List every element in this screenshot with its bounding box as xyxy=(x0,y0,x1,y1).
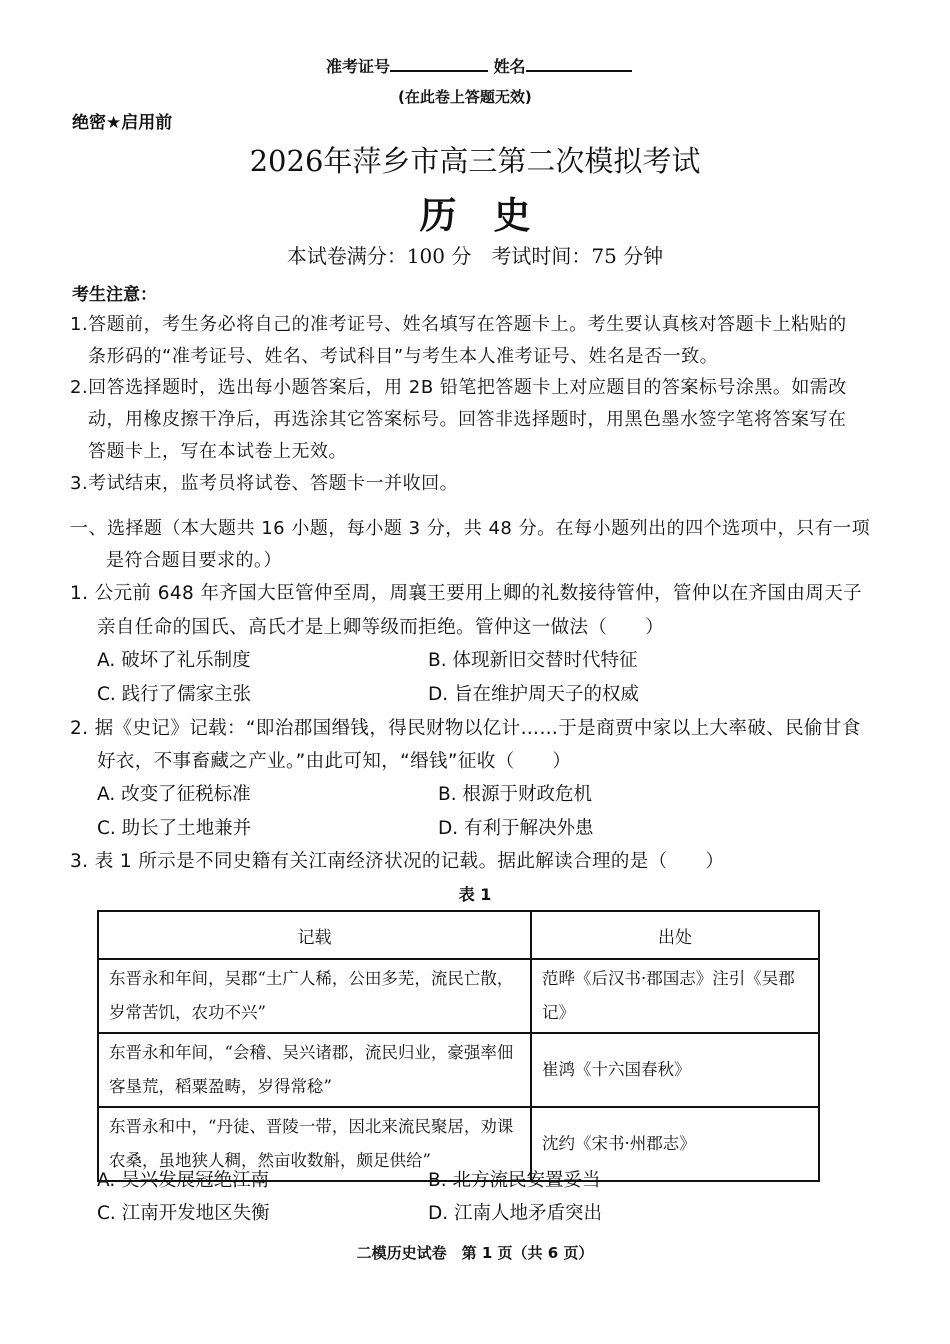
question-3-line: 3. 表 1 所示是不同史籍有关江南经济状况的记载。据此解读合理的是（ ） xyxy=(70,851,725,872)
q2-option-b[interactable]: B. 根源于财政危机 xyxy=(438,784,592,805)
admission-number-field xyxy=(326,54,632,77)
notice-line: 动，用橡皮擦干净后，再选涂其它答案标号。回答非选择题时，用黑色墨水签字笔将答案写在 xyxy=(88,409,847,430)
subject-title: 历 史 xyxy=(419,193,531,237)
table-cell-source: 沈约《宋书·州郡志》 xyxy=(531,1107,819,1181)
section-heading: 一、选择题（本大题共 16 小题，每小题 3 分，共 48 分。在每小题列出的四个选项中，只有一项 xyxy=(70,518,871,539)
notice-line: 2.回答选择题时，选出每小题答案后，用 2B 铅笔把答题卡上对应题目的答案标号涂黑。如需改 xyxy=(70,377,847,398)
q3-option-c[interactable]: C. 江南开发地区失衡 xyxy=(97,1203,270,1224)
table-header-record: 记载 xyxy=(98,911,531,959)
notice-line: 1.答题前，考生务必将自己的准考证号、姓名填写在答题卡上。考生要认真核对答题卡上粘贴的 xyxy=(70,314,847,335)
admission-number-label: 准考证号 xyxy=(326,57,391,76)
q3-option-b[interactable]: B. 北方流民安置妥当 xyxy=(428,1170,601,1191)
secret-mark: 绝密★启用前 xyxy=(72,113,173,133)
exam-info: 本试卷满分：100 分 考试时间：75 分钟 xyxy=(286,244,664,268)
q1-option-d[interactable]: D. 旨在维护周天子的权威 xyxy=(428,684,640,705)
table-cell-record: 东晋永和中，“丹徒、晋陵一带，因北来流民聚居，劝课农桑，虽地狭人稠，然亩收数斛，颇足供给” xyxy=(98,1107,531,1181)
q1-option-a[interactable]: A. 破坏了礼乐制度 xyxy=(97,650,251,671)
records-table xyxy=(97,910,820,1182)
table-header-row xyxy=(98,911,819,959)
q2-option-d[interactable]: D. 有利于解决外患 xyxy=(438,818,594,839)
table-row xyxy=(98,959,819,1033)
table-row xyxy=(98,1033,819,1107)
q2-option-a[interactable]: A. 改变了征税标准 xyxy=(97,784,251,805)
notice-line: 条形码的“准考证号、姓名、考试科目”与考生本人准考证号、姓名是否一致。 xyxy=(88,346,719,367)
question-1-line: 亲自任命的国氏、高氏才是上卿等级而拒绝。管仲这一做法（ ） xyxy=(97,617,665,638)
name-label: 姓名 xyxy=(493,57,526,76)
page-footer: 二模历史试卷 第 1 页（共 6 页） xyxy=(356,1244,594,1262)
exam-title: 2026年萍乡市高三第二次模拟考试 xyxy=(249,144,701,178)
q2-option-c[interactable]: C. 助长了土地兼并 xyxy=(97,818,252,839)
table-cell-source: 崔鸿《十六国春秋》 xyxy=(531,1033,819,1107)
table-cell-source: 范晔《后汉书·郡国志》注引《吴郡记》 xyxy=(531,959,819,1033)
q1-option-c[interactable]: C. 践行了儒家主张 xyxy=(97,684,252,705)
table-header-source: 出处 xyxy=(531,911,819,959)
q1-option-b[interactable]: B. 体现新旧交替时代特征 xyxy=(428,650,638,671)
table-caption: 表 1 xyxy=(458,885,492,904)
invalid-note: (在此卷上答题无效) xyxy=(398,88,532,106)
section-heading-cont: 是符合题目要求的。） xyxy=(106,550,282,571)
admission-number-blank xyxy=(390,56,488,72)
table-cell-record: 东晋永和年间，吴郡“土广人稀，公田多芜，流民亡散，岁常苦饥，农功不兴” xyxy=(98,959,531,1033)
table-cell-record: 东晋永和年间，“会稽、吴兴诸郡，流民归业，豪强率佃客垦荒，稻粟盈畴，岁得常稔” xyxy=(98,1033,531,1107)
question-2-line: 好衣，不事畜藏之产业。”由此可知，“缗钱”征收（ ） xyxy=(97,751,572,772)
question-2-line: 2. 据《史记》记载：“即治郡国缗钱，得民财物以亿计……于是商贾中家以上大率破、民偷甘食 xyxy=(70,718,861,739)
notice-line: 答题卡上，写在本试卷上无效。 xyxy=(88,441,347,462)
notice-line: 3.考试结束，监考员将试卷、答题卡一并收回。 xyxy=(70,473,459,494)
question-1-line: 1. 公元前 648 年齐国大臣管仲至周，周襄王要用上卿的礼数接待管仲，管仲以在齐国由周天子 xyxy=(70,583,863,604)
q3-option-a[interactable]: A. 吴兴发展冠绝江南 xyxy=(97,1170,270,1191)
notice-heading: 考生注意： xyxy=(72,285,157,305)
name-blank xyxy=(526,56,632,72)
q3-option-d[interactable]: D. 江南人地矛盾突出 xyxy=(428,1203,603,1224)
